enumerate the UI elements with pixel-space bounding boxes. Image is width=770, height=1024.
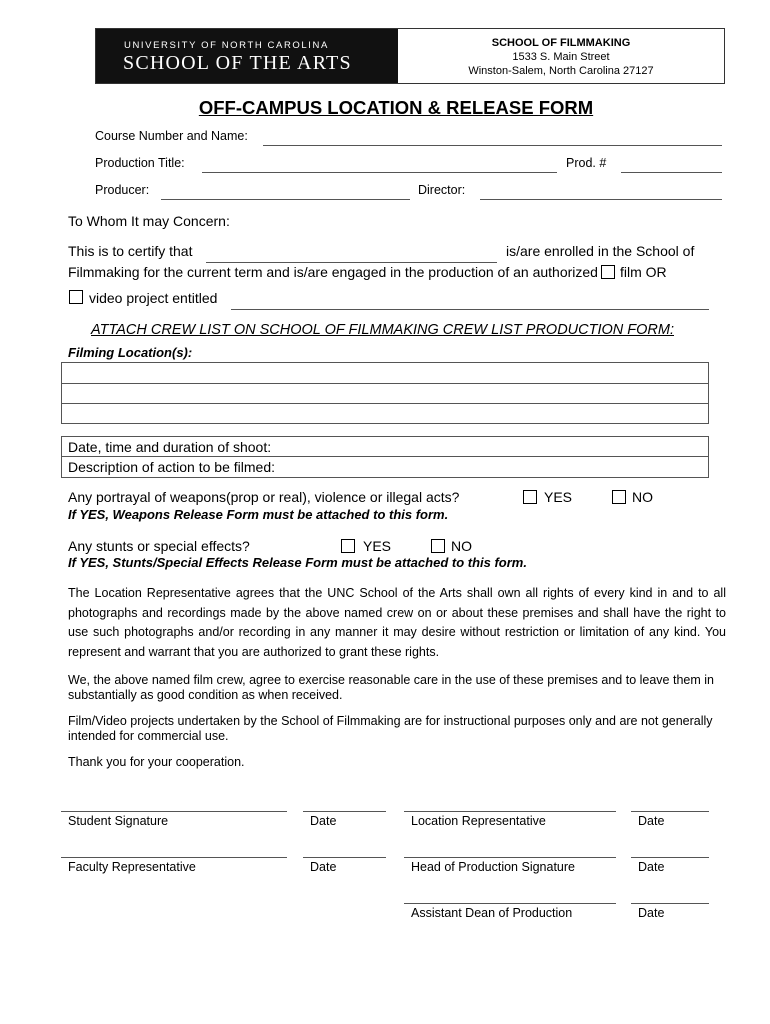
assistant-dean-label: Assistant Dean of Production xyxy=(411,906,573,920)
video-project-label: video project entitled xyxy=(89,290,218,306)
film-or-label: film OR xyxy=(620,264,667,280)
head-production-signature-line[interactable] xyxy=(404,857,616,858)
logo xyxy=(96,29,398,83)
assistant-dean-signature-line[interactable] xyxy=(404,903,616,904)
student-date-line[interactable] xyxy=(303,811,386,812)
shoot-details-table xyxy=(61,436,709,478)
producer-label: Producer: xyxy=(95,183,150,197)
head-production-date-label: Date xyxy=(638,860,665,874)
production-title-input-line[interactable] xyxy=(202,172,557,173)
stunts-yes-label: YES xyxy=(363,538,392,554)
video-title-input-line[interactable] xyxy=(231,309,709,310)
weapons-note: If YES, Weapons Release Form must be attached to this form. xyxy=(68,507,449,522)
producer-input-line[interactable] xyxy=(161,199,410,200)
location-row-2[interactable] xyxy=(62,383,708,404)
rights-paragraph: The Location Representative agrees that the UNC School of the Arts shall own all rights of every kind in and to all photographs and recordings made by the above named crew on or about these premises and shall have the right to use such photographs and/or recording in any manner it may desire without restriction or limitation of any kind. You represent and warrant that you are authorized to grant these rights. xyxy=(68,586,726,659)
certify-text-c: Filmmaking for the current term and is/are engaged in the production of an authorized xyxy=(68,264,598,280)
certify-text-b: is/are enrolled in the School of xyxy=(506,243,695,259)
school-street: 1533 S. Main Street xyxy=(512,51,610,63)
page-title: OFF-CAMPUS LOCATION & RELEASE FORM xyxy=(198,97,594,118)
head-production-date-line[interactable] xyxy=(631,857,709,858)
school-address xyxy=(426,36,696,78)
stunts-note: If YES, Stunts/Special Effects Release Form must be attached to this form. xyxy=(68,555,527,570)
student-signature-label: Student Signature xyxy=(68,814,169,828)
faculty-rep-label: Faculty Representative xyxy=(68,860,196,874)
thank-you-text: Thank you for your cooperation. xyxy=(68,755,245,769)
assistant-dean-date-label: Date xyxy=(638,906,665,920)
header-box xyxy=(95,28,725,84)
weapons-yes-checkbox[interactable] xyxy=(523,490,537,504)
stunts-yes-checkbox[interactable] xyxy=(341,539,355,553)
prod-number-input-line[interactable] xyxy=(621,172,722,173)
student-names-input-line[interactable] xyxy=(206,262,497,263)
faculty-date-line[interactable] xyxy=(303,857,386,858)
logo-top-text: UNIVERSITY OF NORTH CAROLINA xyxy=(124,40,329,51)
certify-text-a: This is to certify that xyxy=(68,243,193,259)
filming-locations-table xyxy=(61,362,709,424)
director-label: Director: xyxy=(418,183,466,197)
filming-locations-label: Filming Location(s): xyxy=(68,345,193,360)
course-label: Course Number and Name: xyxy=(95,129,248,143)
course-input-line[interactable] xyxy=(263,145,722,146)
head-production-label: Head of Production Signature xyxy=(411,860,575,874)
student-signature-line[interactable] xyxy=(61,811,287,812)
weapons-no-label: NO xyxy=(632,489,653,505)
attach-crew-instruction: ATTACH CREW LIST ON SCHOOL OF FILMMAKING CREW LIST PRODUCTION FORM: xyxy=(91,322,674,338)
location-rep-date-line[interactable] xyxy=(631,811,709,812)
faculty-rep-signature-line[interactable] xyxy=(61,857,287,858)
weapons-yes-label: YES xyxy=(544,489,573,505)
production-title-label: Production Title: xyxy=(95,156,185,170)
school-city: Winston-Salem, North Carolina 27127 xyxy=(468,65,654,77)
school-name: SCHOOL OF FILMMAKING xyxy=(491,37,631,49)
location-rep-date-label: Date xyxy=(638,814,665,828)
stunts-no-checkbox[interactable] xyxy=(431,539,445,553)
care-paragraph: We, the above named film crew, agree to exercise reasonable care in the use of these premises and to leave them in substantially as good condition as when received. xyxy=(68,673,714,702)
assistant-dean-date-line[interactable] xyxy=(631,903,709,904)
student-date-label: Date xyxy=(310,814,337,828)
logo-main-text: SCHOOL OF THE ARTS xyxy=(123,52,352,74)
faculty-date-label: Date xyxy=(310,860,337,874)
location-rep-label: Location Representative xyxy=(411,814,546,828)
salutation: To Whom It may Concern: xyxy=(68,213,230,229)
action-description-field[interactable]: Description of action to be filmed: xyxy=(68,459,275,475)
location-row-3[interactable] xyxy=(62,403,708,423)
video-checkbox[interactable] xyxy=(69,290,83,304)
director-input-line[interactable] xyxy=(480,199,722,200)
film-checkbox[interactable] xyxy=(601,265,615,279)
location-row-1[interactable] xyxy=(62,363,708,384)
shoot-date-time-field[interactable]: Date, time and duration of shoot: xyxy=(62,437,708,457)
stunts-no-label: NO xyxy=(451,538,472,554)
stunts-question: Any stunts or special effects? xyxy=(68,538,250,554)
weapons-question: Any portrayal of weapons(prop or real), violence or illegal acts? xyxy=(68,489,460,505)
weapons-no-checkbox[interactable] xyxy=(612,490,626,504)
instructional-paragraph: Film/Video projects undertaken by the School of Filmmaking are for instructional purposes only and are not generally intended for commercial use. xyxy=(68,714,713,743)
location-rep-signature-line[interactable] xyxy=(404,811,616,812)
prod-number-label: Prod. # xyxy=(566,156,607,170)
